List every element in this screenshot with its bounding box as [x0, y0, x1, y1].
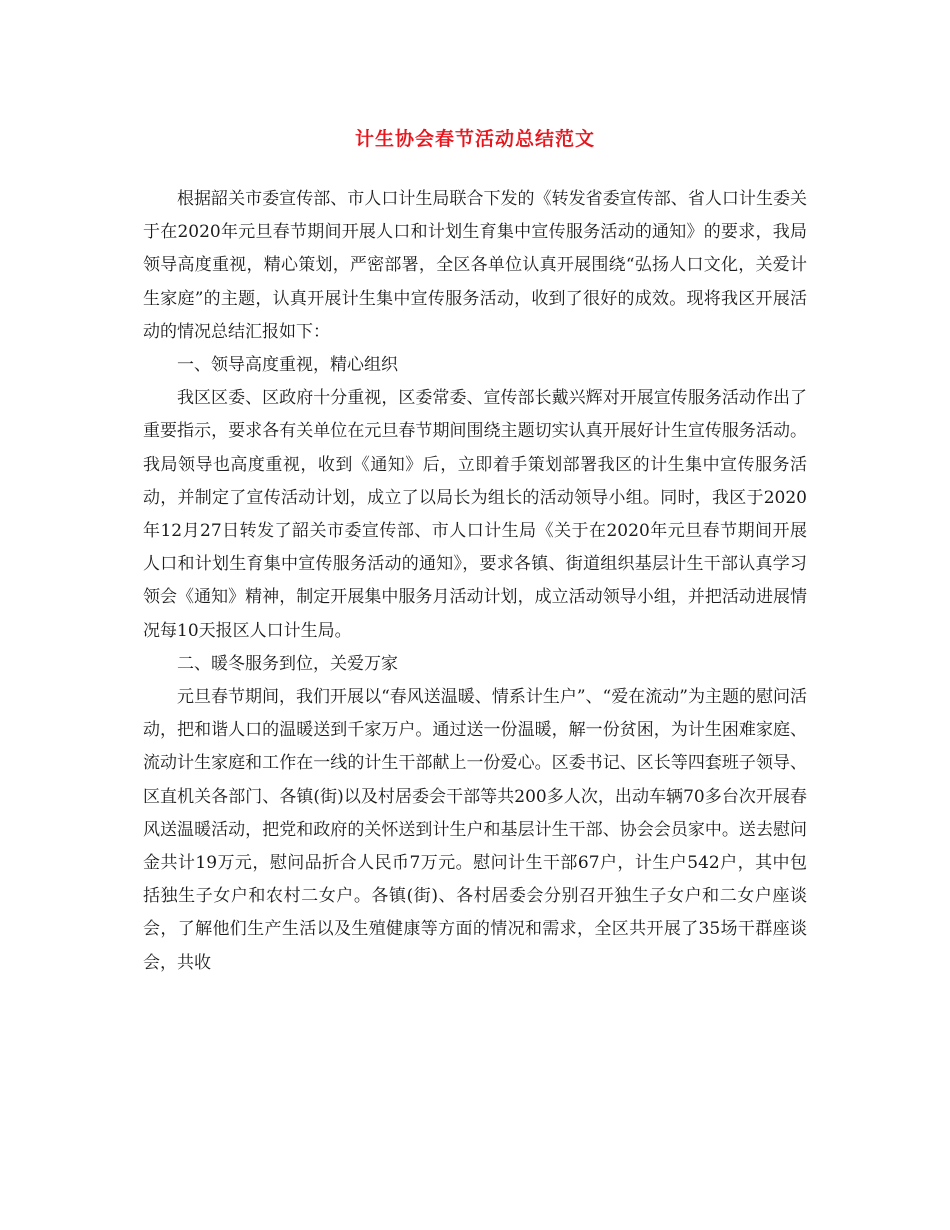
section-heading-1: 一、领导高度重视，精心组织	[177, 355, 398, 376]
paragraph-intro: 根据韶关市委宣传部、市人口计生局联合下发的《转发省委宣传部、省人口计生委关于在2020年元旦春节期间开展人口和计划生育集中宣传服务活动的通知》的要求，我局领导高度重视，精心策划，严密部署，全区各单位认真开展围绕“弘扬人口文化，关爱计生家庭”的主题，认真开展计生集中宣传服务活动，收到了很好的成效。现将我区开展活动的情况总结汇报如下：	[143, 189, 807, 342]
section-heading-2: 二、暖冬服务到位，关爱万家	[177, 653, 398, 674]
document-title: 计生协会春节活动总结范文	[354, 128, 595, 150]
paragraph-section-1: 我区区委、区政府十分重视，区委常委、宣传部长戴兴辉对开展宣传服务活动作出了重要指示，要求各有关单位在元旦春节期间围绕主题切实认真开展好计生宣传服务活动。我局领导也高度重视，收到《通知》后，立即着手策划部署我区的计生集中宣传服务活动，并制定了宣传活动计划，成立了以局长为组长的活动领导小组。同时，我区于2020年12月27日转发了韶关市委宣传部、市人口计生局《关于在2020年元旦春节期间开展人口和计划生育集中宣传服务活动的通知》，要求各镇、街道组织基层计生干部认真学习领会《通知》精神，制定开展集中服务月活动计划，成立活动领导小组，并把活动进展情况每10天报区人口计生局。	[143, 388, 807, 641]
document-body	[143, 183, 807, 980]
paragraph-section-2: 元旦春节期间，我们开展以“春风送温暖、情系计生户”、“爱在流动”为主题的慰问活动，把和谐人口的温暖送到千家万户。通过送一份温暖，解一份贫困，为计生困难家庭、流动计生家庭和工作在一线的计生干部献上一份爱心。区委书记、区长等四套班子领导、区直机关各部门、各镇(街)以及村居委会干部等共200多人次，出动车辆70多台次开展春风送温暖活动，把党和政府的关怀送到计生户和基层计生干部、协会会员家中。送去慰问金共计19万元，慰问品折合人民币7万元。慰问计生干部67户，计生户542户，其中包括独生子女户和农村二女户。各镇(街)、各村居委会分别召开独生子女户和二女户座谈会，了解他们生产生活以及生殖健康等方面的情况和需求，全区共开展了35场干群座谈会，共收	[143, 687, 807, 973]
